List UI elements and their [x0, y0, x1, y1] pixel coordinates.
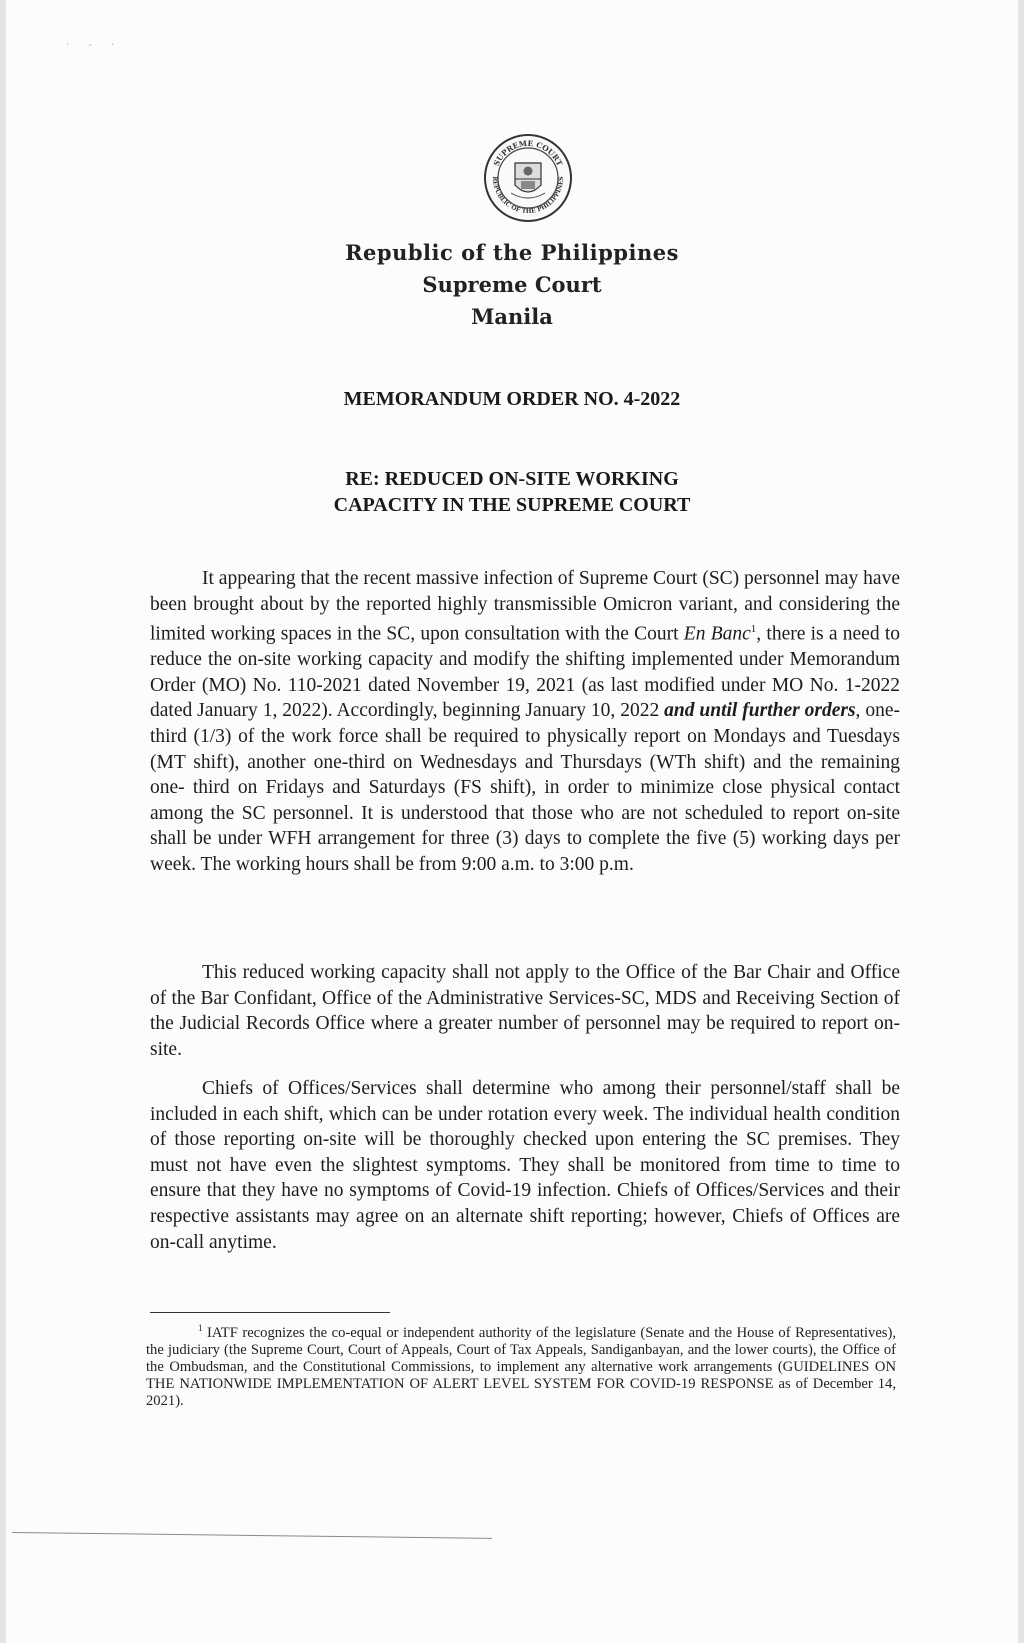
letterhead-court: Supreme Court: [422, 272, 602, 297]
footnote: [146, 1320, 896, 1410]
footnote-text: IATF recognizes the co-equal or independent authority of the legislature (Senate and the House of Representatives), the judiciary (the Supreme Court, Court of Appeals, Court of Tax Appeals, Sandiganbayan, and the lower courts), the Office of the Ombudsman, and the Constitutional Commissions, to implement any alternative work arrangements (GUIDELINES ON THE NATIONWIDE IMPLEMENTATION OF ALERT LEVEL SYSTEM FOR COVID-19 RESPONSE as of December 14, 2021).: [146, 1324, 896, 1409]
footnote-marker: 1: [198, 1323, 203, 1333]
supreme-court-seal-icon: [483, 133, 573, 223]
scan-artifact: · - ·: [66, 40, 123, 51]
memorandum-subject: [6, 466, 1018, 518]
paragraph-3: Chiefs of Offices/Services shall determine who among their personnel/staff shall be included in each shift, which can be under rotation every week. The individual health condition of those reporting on-site will be thoroughly checked upon entering the SC premises. They must not have even the slightest symptoms. They shall be monitored from time to time to ensure that they have no symptoms of Covid-19 infection. Chiefs of Offices/Services and their respective assistants may agree on an alternate shift reporting; however, Chiefs of Offices are on-call anytime.: [150, 1078, 900, 1253]
p1-text-b: , there is a need to reduce the on-site working capacity and modify the shifting implemented under Memorandum Order (MO) No. 110-2021 dated November 19, 2021 (as last modified under MO No. 1-2022 dated January 1, 2022). Accordingly, beginning January 10, 2022: [150, 623, 900, 722]
memorandum-number: MEMORANDUM ORDER NO. 4-2022: [343, 388, 681, 410]
paragraph-2: This reduced working capacity shall not apply to the Office of the Bar Chair and Office of the Bar Confidant, Office of the Administrative Services-SC, MDS and Receiving Section of the Judicial Records Office where a greater number of personnel may be required to report on-site.: [150, 962, 900, 1060]
letterhead-republic: Republic of the Philippines: [345, 240, 679, 265]
document-page: [6, 0, 1018, 1643]
letterhead-city: Manila: [471, 304, 553, 329]
p1-text-c: , one-third (1/3) of the work force shall be required to physically report on Mondays and Tuesdays (MT shift), another one-third on Wednesdays and Thursdays (WTh shift) and the remaining one- third on Fridays and Saturdays (FS shift), in order to minimize close physical contact among the SC personnel. It is understood that those who are not scheduled to report on-site shall be under WFH arrangement for three (3) days to complete the five (5) working days per week. The working hours shall be from 9:00 a.m. to 3:00 p.m.: [150, 700, 900, 876]
p1-text-a: It appearing that the recent massive infection of Supreme Court (SC) personnel may have been brought about by the reported highly transmissible Omicron variant, and considering the limited working spaces in the SC, upon consultation with the Court: [150, 568, 900, 645]
subject-line-2: CAPACITY IN THE SUPREME COURT: [333, 494, 691, 516]
emphasis-until-further-orders: and until further orders: [664, 700, 856, 722]
svg-text:REPUBLIC OF THE PHILIPPINES: REPUBLIC OF THE PHILIPPINES: [490, 176, 566, 216]
svg-text:SUPREME COURT: SUPREME COURT: [491, 138, 565, 168]
paragraph-1: [150, 566, 900, 878]
footnote-reference[interactable]: 1: [750, 623, 757, 636]
page-edge-line: [12, 1532, 492, 1539]
footnote-divider: [150, 1312, 390, 1313]
en-banc-term: En Banc: [683, 623, 751, 645]
subject-line-1: RE: REDUCED ON-SITE WORKING: [345, 468, 679, 490]
